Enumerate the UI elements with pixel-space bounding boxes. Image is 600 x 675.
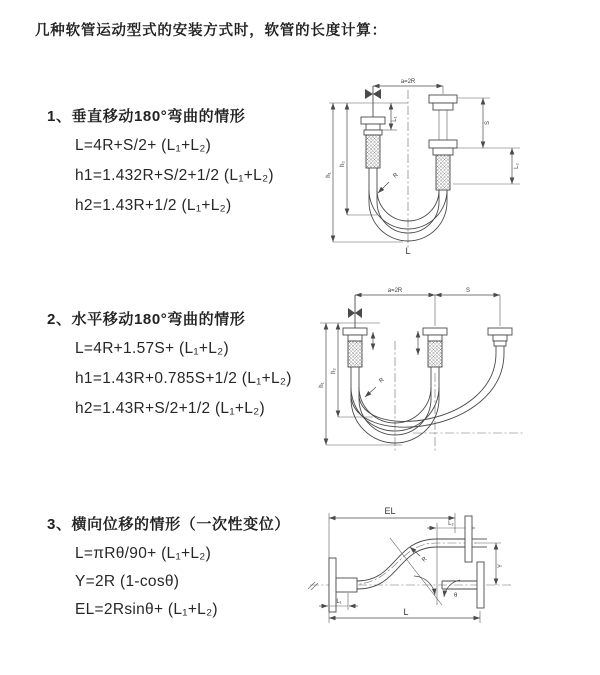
dim-y-label: Y: [498, 563, 504, 569]
hose-axis-centerline: [348, 543, 476, 585]
dim-l2: [453, 148, 520, 184]
braided-hose-section: [436, 155, 450, 190]
dim-l1-label: L₁: [336, 599, 342, 605]
formula-h1-1: h1=1.432R+S/2+1/2 (L₁+L₂): [75, 167, 274, 184]
formula-L-2: L=4R+1.57S+ (L₁+L₂): [75, 340, 229, 357]
formula-Y-3: Y=2R (1-cosθ): [75, 573, 180, 590]
diagram-horizontal-u-bend: [318, 283, 538, 458]
dim-h1-label: h₁: [319, 382, 325, 388]
dim-span-2r: [355, 288, 435, 295]
formula-h2-2: h2=1.43R+S/2+1/2 (L₁+L₂): [75, 400, 265, 417]
section-1-heading: 1、垂直移动180°弯曲的情形: [47, 108, 246, 125]
diagram-lateral-displacement: [302, 498, 547, 653]
hose-s-curve: [357, 539, 465, 589]
section-horizontal-movement: [47, 308, 347, 430]
dim-l1: [319, 593, 358, 610]
radius-callout: [378, 172, 400, 193]
valve-icon: [365, 86, 381, 117]
right-flange-fitting: [488, 328, 512, 346]
dim-l2-label: L₂: [448, 521, 454, 527]
dim-l2-label: L₂: [514, 163, 520, 169]
left-flange-fitting: [361, 117, 385, 168]
dim-el: [329, 506, 455, 533]
dim-span-label: a=2R: [400, 79, 416, 85]
radius-label: R: [378, 377, 386, 385]
dim-l: [329, 607, 480, 623]
dim-span-label: a=2R: [387, 288, 403, 294]
section-2-heading: 2、水平移动180°弯曲的情形: [47, 311, 246, 328]
upper-flange-fitting: [465, 516, 487, 562]
dim-h2-label: h₂: [340, 161, 346, 167]
dim-s-label: S: [465, 288, 471, 294]
page-title: 几种软管运动型式的安装方式时，软管的长度计算：: [35, 23, 387, 39]
radius-label: R: [421, 556, 429, 564]
section-vertical-movement: [47, 105, 347, 227]
formula-L-1: L=4R+S/2+ (L₁+L₂): [75, 137, 212, 154]
dim-h2-label: h₂: [331, 368, 337, 374]
dim-l1-label: L₁: [392, 116, 398, 122]
dim-el-label: EL: [384, 506, 396, 516]
axis-break-mark: [308, 582, 318, 590]
right-flange-upper: [429, 95, 457, 110]
right-flange-lower: [429, 140, 457, 190]
left-flange-fitting: [329, 558, 357, 612]
radius-label: R: [392, 172, 400, 180]
dim-s-label: S: [485, 120, 491, 126]
dim-s: [457, 98, 520, 148]
formula-h1-2: h1=1.43R+0.785S+1/2 (L₁+L₂): [75, 370, 292, 387]
formula-h2-1: h2=1.43R+1/2 (L₁+L₂): [75, 197, 232, 214]
angle-label: θ: [454, 593, 458, 599]
braided-hose-section: [366, 135, 380, 168]
radius-callout: [410, 547, 429, 563]
left-flange-fitting: [343, 328, 367, 367]
radius-callout: [365, 377, 386, 397]
dim-l1: [382, 103, 398, 130]
diagram-vertical-u-bend: [315, 72, 525, 258]
section-3-heading: 3、横向位移的情形（一次性变位）: [47, 516, 290, 533]
length-label: L: [405, 246, 411, 256]
formula-EL-3: EL=2Rsinθ+ (L₁+L₂): [75, 601, 218, 618]
middle-flange-fitting: [423, 328, 447, 367]
dim-l-label: L: [403, 607, 409, 617]
dim-h1-label: h₁: [326, 172, 332, 178]
dim-s: [435, 288, 500, 326]
formula-L-3: L=πRθ/90+ (L₁+L₂): [75, 545, 212, 562]
